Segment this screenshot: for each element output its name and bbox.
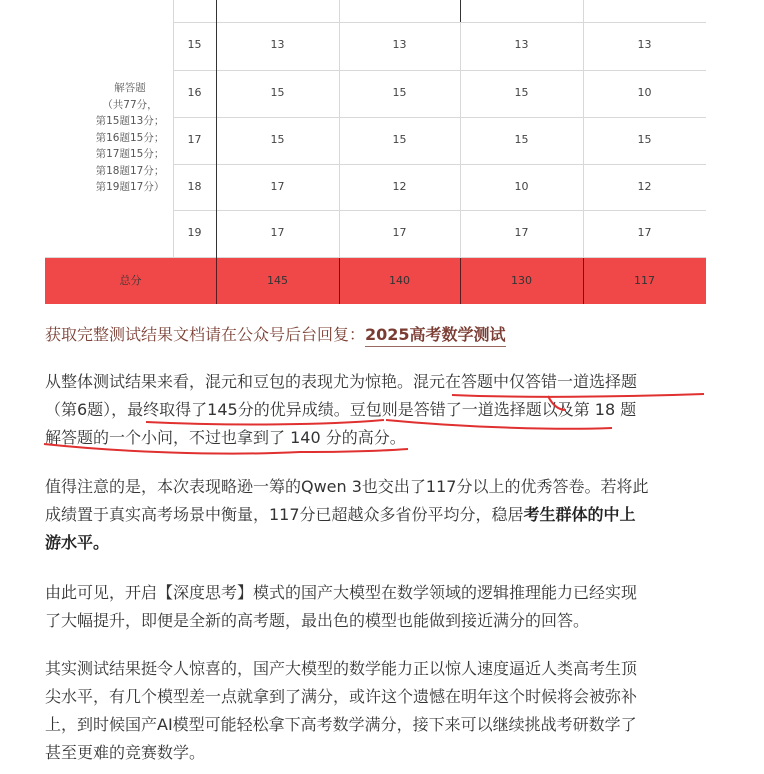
question-number: 19	[187, 226, 202, 239]
question-number: 18	[187, 180, 202, 193]
paragraph-line: 从整体测试结果来看，混元和豆包的表现尤为惊艳。混元在答题中仅答错一道选择题	[45, 372, 638, 391]
question-number: 15	[187, 38, 202, 51]
paragraph-line: 尖水平，有几个模型差一点就拿到了满分，或许这个遗憾在明年这个时候将会被弥补	[45, 687, 638, 706]
paragraph-line	[45, 529, 707, 557]
section-label-line: 第15题13分；	[95, 115, 165, 127]
score-cell: 15	[514, 86, 529, 99]
col-divider	[460, 258, 461, 304]
notice-keyword: 2025高考数学测试	[365, 325, 506, 347]
score-cell: 17	[637, 226, 652, 239]
total-score: 117	[634, 274, 655, 287]
total-score: 130	[511, 274, 532, 287]
total-score: 145	[267, 274, 288, 287]
paragraph-line: 值得注意的是，本次表现略逊一筹的Qwen 3也交出了117分以上的优秀答卷。若将此	[45, 477, 649, 496]
score-cell: 15	[392, 133, 407, 146]
paragraph-text: 成绩置于真实高考场景中衡量，117分已超越众多省份平均分，稳居	[45, 505, 524, 524]
score-cell: 12	[637, 180, 652, 193]
col-divider	[339, 258, 340, 304]
paragraph-line: 解答题的一个小问，不过也拿到了 140 分的高分。	[45, 428, 406, 447]
total-row	[45, 258, 706, 304]
score-cell: 15	[270, 86, 285, 99]
paragraph-line	[45, 501, 707, 529]
score-cell: 13	[637, 38, 652, 51]
paragraph-line: 甚至更难的竞赛数学。	[45, 743, 206, 762]
section-label-line: 解答题	[114, 82, 146, 94]
total-score: 140	[389, 274, 410, 287]
score-table	[45, 0, 706, 304]
total-label: 总分	[119, 274, 142, 287]
paragraph-line: 其实测试结果挺令人惊喜的，国产大模型的数学能力正以惊人速度逼近人类高考生顶	[45, 659, 638, 678]
notice-prefix: 获取完整测试结果文档请在公众号后台回复：	[45, 325, 366, 344]
paragraph-line: 由此可见，开启【深度思考】模式的国产大模型在数学领域的逻辑推理能力已经实现	[45, 583, 638, 602]
score-cell: 13	[392, 38, 407, 51]
section-label-line: 第18题17分；	[95, 164, 165, 177]
score-cell: 10	[637, 86, 652, 99]
section-label-line: 第17题15分；	[95, 148, 165, 160]
col-divider	[583, 258, 584, 304]
paragraph-results	[45, 368, 707, 452]
score-cell: 12	[392, 180, 407, 193]
score-cell: 17	[392, 226, 407, 239]
score-cell: 15	[270, 133, 285, 146]
paragraph-outlook	[45, 655, 707, 767]
score-cell: 15	[637, 133, 652, 146]
score-cell: 15	[392, 86, 407, 99]
emphasis-text: 考生群体的中上	[523, 505, 636, 524]
paragraph-line: 了大幅提升，即便是全新的高考题，最出色的模型也能做到接近满分的回答。	[45, 611, 590, 630]
paragraph-line: （第6题），最终取得了145分的优异成绩。豆包则是答错了一道选择题以及第 18 题	[45, 400, 637, 419]
score-cell: 17	[270, 226, 285, 239]
question-number	[173, 0, 216, 12]
notice-line	[45, 322, 506, 345]
score-cell: 15	[514, 133, 529, 146]
col-divider	[216, 258, 217, 304]
section-label-line: 第19题17分）	[95, 181, 165, 193]
emphasis-text: 游水平。	[45, 533, 110, 552]
score-cell: 17	[514, 226, 529, 239]
question-number: 16	[187, 86, 202, 99]
section-label-line: 第16题15分；	[95, 131, 165, 144]
score-cell: 10	[514, 180, 529, 193]
score-cell: 13	[270, 38, 285, 51]
paragraph-qwen	[45, 473, 707, 557]
question-number: 17	[187, 133, 202, 146]
score-cell: 17	[270, 180, 285, 193]
score-cell: 13	[514, 38, 529, 51]
paragraph-conclusion	[45, 579, 707, 635]
section-label-line: （共77分，	[102, 98, 158, 111]
paragraph-line: 上，到时候国产AI模型可能轻松拿下高考数学满分，接下来可以继续挑战考研数学了	[45, 715, 637, 734]
col-divider	[460, 0, 461, 22]
